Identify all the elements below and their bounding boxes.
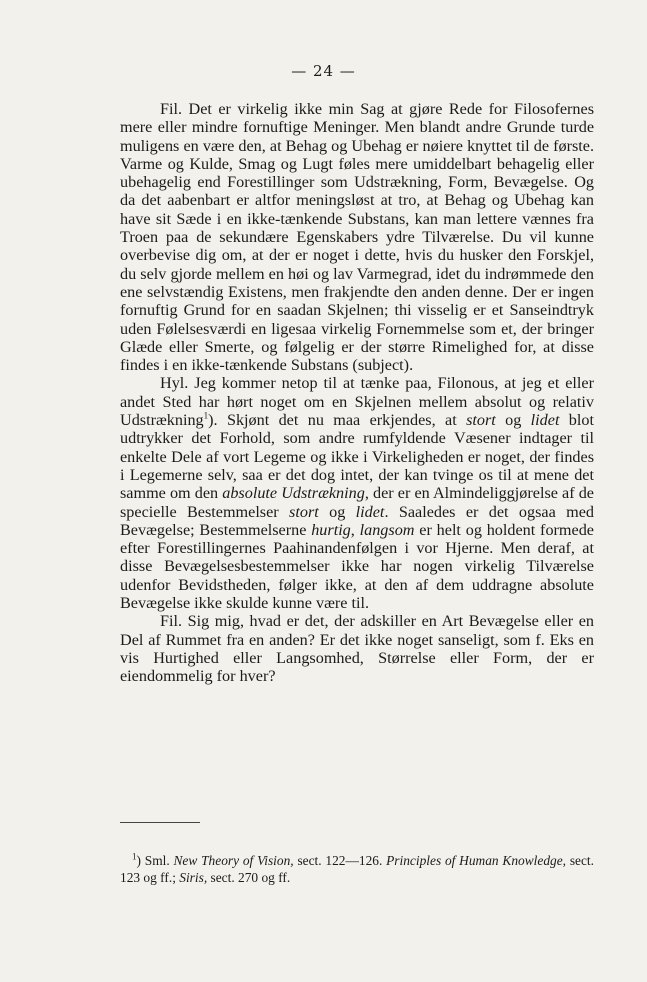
text-run: ) Sml. (136, 853, 174, 868)
text-run: og (495, 411, 531, 430)
dialogue-paragraph (120, 612, 594, 685)
text-run: og (318, 502, 356, 521)
text-run: blot udtrykker det Forhold, som andre rumfyldende Væsener indtager til enkelte Dele af vort Legeme og ikke i Virkeligheden er noget, der findes i Legemerne selv, saa er det dog intet, der kan tvinge os til at mene det samme om den (120, 411, 594, 503)
speaker-label: Fil. (160, 100, 183, 118)
italic-title: Siris, (179, 870, 208, 885)
italic-title: New Theory of Vision, (173, 853, 294, 868)
page-number: — 24 — (291, 62, 356, 80)
body-text (120, 100, 594, 686)
text-run: . Saaledes er det ogsaa med Bevægelse; Bestemmelserne (120, 502, 594, 539)
footnote-divider (120, 822, 200, 823)
text-run: sect. 270 og ff. (207, 870, 291, 885)
footnote-marker: 1 (132, 851, 137, 862)
italic-term: lidet (355, 502, 385, 521)
text-run: sect. 122—126. (293, 853, 387, 868)
text-run: , (350, 520, 360, 539)
text-run: er helt og holdent formede efter Forestillingernes Paahinandenfølgen i vor Hjerne. Men deraf, at disse Bevægelsesbestemmelser ikke har nogen virkelig Tilværelse udenfor Bevidstheden, følger ikke, at den af dem uddragne absolute Bevægelse ikke skulde kunne være til. (120, 520, 594, 613)
speaker-label: Hyl. (160, 374, 189, 393)
italic-term: stort (466, 411, 496, 430)
italic-term: absolute Udstrækning (222, 484, 365, 503)
italic-term: lidet (530, 411, 560, 430)
dialogue-paragraph (120, 100, 594, 374)
text-run: sect. 123 og ff.; (120, 853, 594, 885)
text-run: ). Skjønt det nu maa erkjendes, at (208, 411, 467, 430)
italic-title: Principles of Human Knowledge, (386, 853, 567, 868)
italic-term: stort (289, 502, 319, 521)
footnote (120, 852, 594, 886)
text-run: , der er en Almindeliggjørelse af de specielle Bestemmelser (120, 484, 594, 521)
text-run: Det er virkelig ikke min Sag at gjøre Rede for Filosofernes mere eller mindre fornuftige Meninger. Men blandt andre Grunde turde muligens en være den, at Behag og Ubehag er nøiere knyttet til de første. Varme og Kulde, Smag og Lugt føles mere umiddelbart behagelig eller ubehagelig end Forestillinger som Udstrækning, Form, Bevægelse. Og da det aabenbart er altfor meningsløst at tro, at Behag og Ubehag kan have sit Sæde i en ikke-tænkende Substans, kan man lettere vænnes fra Troen paa de sekundære Egenskabers ydre Tilværelse. Du vil kunne overbevise dig om, at der er noget i dette, hvis du husker den Forskjel, du selv gjorde mellem en høi og lav Varmegrad, idet du indrømmede den ene selvstændig Existens, men frakjendte den anden denne. Der er ingen fornuftig Grund for en saadan Skjelnen; thi visselig er et Sanseindtryk uden Følelsesværdi en ligesaa virkelig Fornemmelse som et, der bringer Glæde eller Smerte, og følgelig er der større Rimelighed for, at disse findes i en ikke-tænkende Substans (subject). (120, 100, 594, 375)
text-run: Jeg kommer netop til at tænke paa, Filonous, at jeg et eller andet Sted har hørt noget om en Skjelnen mellem absolut og relativ Udstrækning (120, 374, 595, 430)
italic-term: hurtig (311, 520, 351, 539)
italic-term: langsom (359, 520, 415, 539)
footnote-reference: 1 (203, 410, 209, 421)
speaker-label: Fil. (160, 612, 183, 631)
footnotes (120, 852, 594, 886)
dialogue-paragraph (120, 374, 594, 612)
text-run: Sig mig, hvad er det, der adskiller en Art Bevægelse eller en Del af Rummet fra en anden? Er det ikke noget sanseligt, som f. Eks en vis Hurtighed eller Langsomhed, Størrelse eller Form, der er eiendommelig for hver? (120, 612, 594, 686)
